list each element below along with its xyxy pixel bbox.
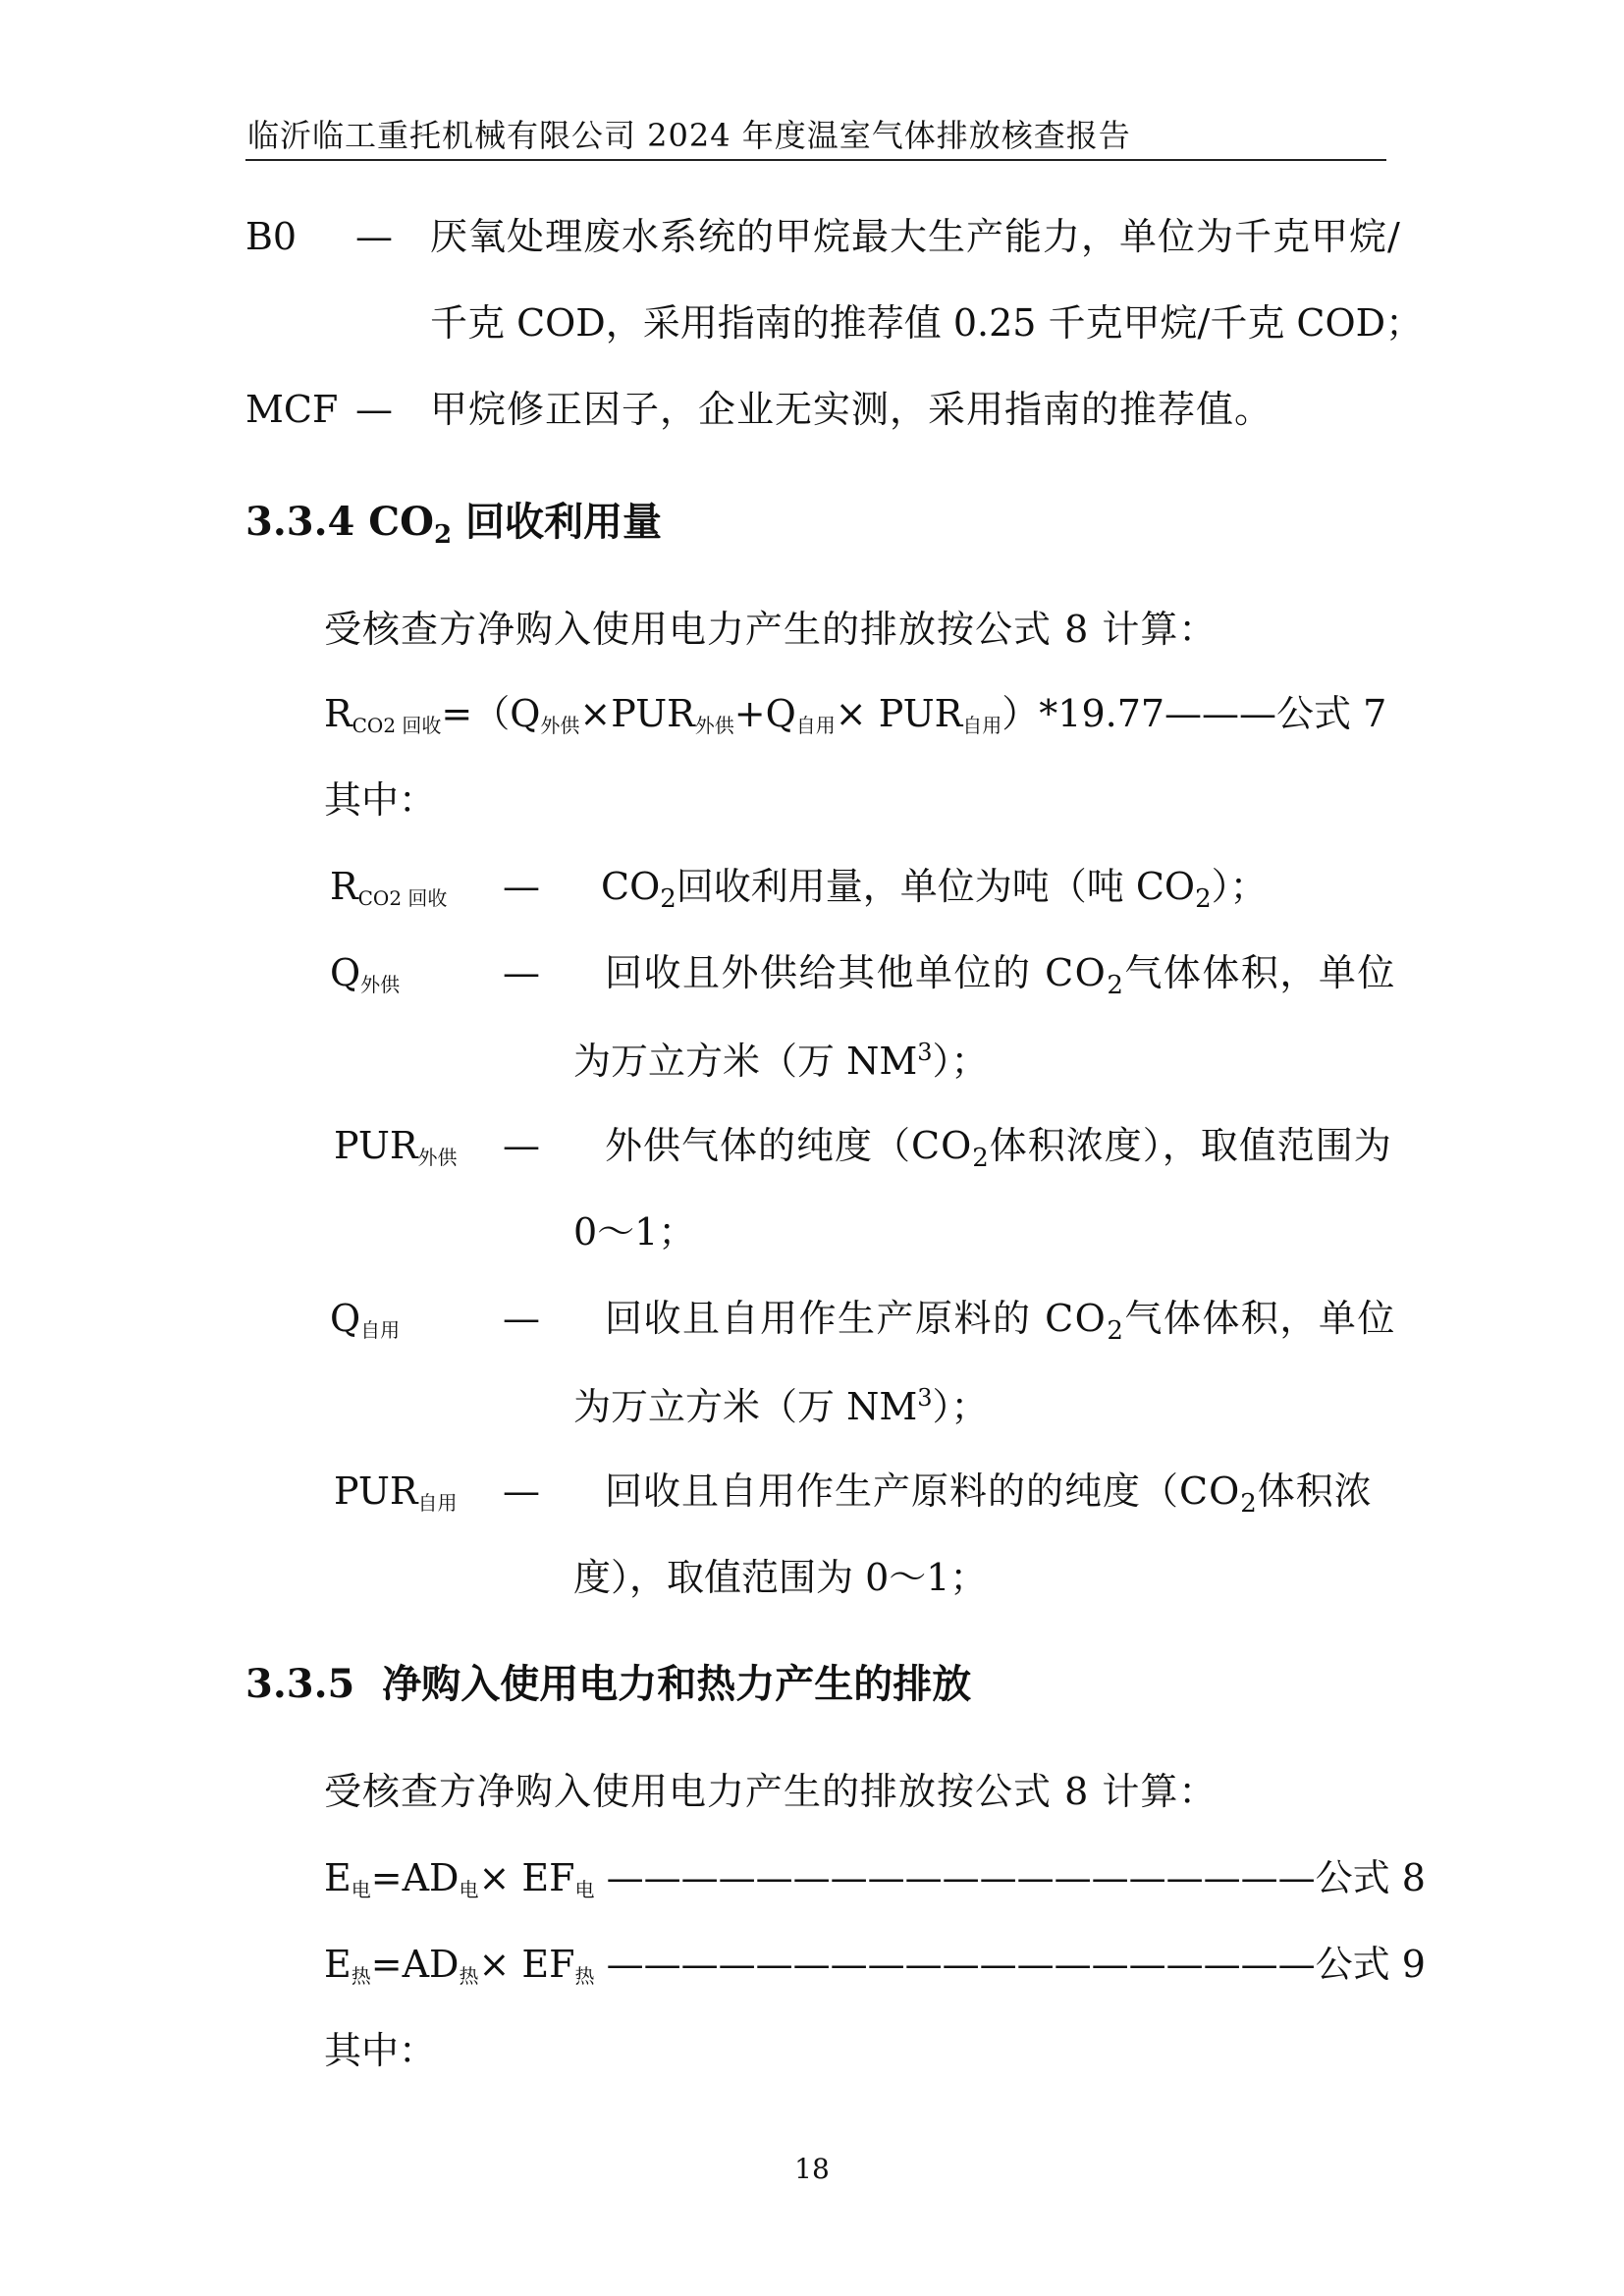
def-q-letter: Q [330, 951, 361, 994]
def-pur-wg-desc1 [605, 1124, 1392, 1173]
def-pur-zy-text: 回收且自用作生产原料的的纯度（CO [605, 1469, 1241, 1513]
def-pur-wg-text: 外供气体的纯度（CO [605, 1124, 973, 1167]
def-q-wg-two: 2 [1107, 971, 1125, 1000]
def-q-zy-text2: 气体体积，单位 [1124, 1297, 1396, 1340]
def-r-dash: — [503, 865, 540, 908]
def-q-zy-sup: 3 [917, 1384, 933, 1412]
def-q-zy-unit: 为万立方米（万 NM [573, 1385, 918, 1428]
mcf-description: 甲烷修正因子，企业无实测，采用指南的推荐值。 [430, 388, 1273, 431]
header-rule [245, 159, 1386, 161]
def-pur-zy-two: 2 [1240, 1489, 1258, 1519]
def-q-zy-desc1 [605, 1297, 1396, 1346]
def-r-symbol [330, 865, 448, 910]
def-q-wg-desc1 [605, 951, 1396, 1000]
f8-ef: × EF [478, 1856, 575, 1899]
f9-sub2: 热 [459, 1964, 479, 1988]
section-heading-3-3-4 [245, 499, 663, 550]
formula-sub-wg2: 外供 [694, 714, 734, 737]
def-pur-wg-dash: — [503, 1124, 540, 1167]
formula-sub-zy1: 自用 [795, 714, 836, 737]
def-pur-zy-desc2: 度），取值范围为 0～1； [573, 1556, 988, 1599]
formula-r-sub: CO2 回收 [352, 714, 442, 737]
page-number: 18 [794, 2153, 830, 2185]
section-title: 净购入使用电力和热力产生的排放 [382, 1661, 972, 1707]
def-q-wg-desc2 [573, 1039, 989, 1083]
qizhong-label-3-3-5: 其中： [324, 2029, 437, 2072]
def-q-wg-end: ）； [932, 1040, 989, 1083]
def-q-wg-text2: 气体体积，单位 [1124, 951, 1396, 994]
f8-ad: =AD [370, 1856, 460, 1899]
def-r-letter: R [330, 865, 358, 908]
f8-sub2: 电 [459, 1878, 479, 1901]
def-pur-zy-symbol [334, 1469, 458, 1515]
def-q-zy-desc2 [573, 1384, 989, 1428]
def-q-wg-sub: 外供 [360, 973, 401, 996]
def-q-wg-dash: — [503, 951, 540, 994]
formula-8 [324, 1856, 1426, 1901]
formula-9 [324, 1943, 1426, 1988]
def-q-zy-symbol [330, 1297, 401, 1342]
b0-description-line1: 厌氧处理废水系统的甲烷最大生产能力，单位为千克甲烷/ [430, 215, 1401, 258]
def-pur-zy-text2: 体积浓 [1257, 1469, 1373, 1513]
report-header: 临沂临工重托机械有限公司 2024 年度温室气体排放核查报告 [247, 117, 1131, 154]
def-pur-wg-sub: 外供 [417, 1146, 458, 1169]
def-q-zy-dash: — [503, 1297, 540, 1340]
def-r-two: 2 [660, 884, 677, 914]
formula-x1: ×PUR [579, 692, 695, 735]
def-r-co: CO [601, 865, 661, 908]
section-number: 3.3.5 [245, 1661, 355, 1707]
def-r-desc [601, 865, 1268, 914]
def-pur-wg-symbol [334, 1124, 458, 1169]
f8-sub1: 电 [351, 1878, 371, 1901]
formula-tail: ）*19.77———公式 7 [1001, 692, 1387, 735]
def-r-end: ）； [1211, 865, 1268, 908]
formula-sub-zy2: 自用 [962, 714, 1002, 737]
f9-sub3: 热 [574, 1964, 595, 1988]
def-q-wg-sup: 3 [917, 1039, 933, 1066]
f9-tail: ———————————————————公式 9 [606, 1943, 1426, 1986]
section-heading-3-3-5 [245, 1661, 972, 1707]
def-q-zy-sub: 自用 [360, 1318, 401, 1342]
f9-ad: =AD [370, 1943, 460, 1986]
def-q-zy-letter: Q [330, 1297, 361, 1340]
formula-plus: +Q [733, 692, 796, 735]
def-pur-zy-dash: — [503, 1469, 540, 1513]
def-pur-wg-desc2: 0～1； [573, 1210, 696, 1254]
formula-sub-wg1: 外供 [540, 714, 580, 737]
b0-description-line2: 千克 COD，采用指南的推荐值 0.25 千克甲烷/千克 COD； [430, 301, 1424, 345]
subscript-2: 2 [433, 520, 453, 550]
def-pur-letters: PUR [334, 1124, 418, 1167]
co-text: CO [368, 499, 434, 545]
section-number: 3.3.4 [245, 499, 355, 545]
formula-eq: =（Q [441, 692, 541, 735]
def-q-wg-text: 回收且外供给其他单位的 CO [605, 951, 1108, 994]
def-q-zy-end: ）； [932, 1385, 989, 1428]
f9-sub1: 热 [351, 1964, 371, 1988]
def-r-text: 回收利用量，单位为吨（吨 CO [676, 865, 1196, 908]
f9-e: E [324, 1943, 352, 1986]
def-r-two-b: 2 [1195, 884, 1212, 914]
b0-symbol: B0 [245, 215, 298, 258]
mcf-dash: — [355, 388, 393, 431]
section-title: 回收利用量 [465, 499, 663, 545]
b0-dash: — [355, 215, 393, 258]
qizhong-label: 其中： [324, 778, 437, 822]
f8-sub3: 电 [574, 1878, 595, 1901]
mcf-symbol: MCF [245, 388, 339, 431]
f8-e: E [324, 1856, 352, 1899]
def-r-sub: CO2 回收 [357, 886, 448, 910]
formula-x2: × PUR [835, 692, 963, 735]
def-pur-zy-sub: 自用 [417, 1491, 458, 1515]
def-q-wg-symbol [330, 951, 401, 996]
formula-r: R [324, 692, 352, 735]
f9-ef: × EF [478, 1943, 575, 1986]
section-intro-3-3-5: 受核查方净购入使用电力产生的排放按公式 8 计算： [324, 1770, 1218, 1813]
def-pur-zy-desc1 [605, 1469, 1373, 1519]
def-q-zy-two: 2 [1107, 1316, 1125, 1346]
def-pur-wg-text2: 体积浓度），取值范围为 [989, 1124, 1392, 1167]
def-pur-wg-two: 2 [972, 1144, 990, 1173]
section-intro: 受核查方净购入使用电力产生的排放按公式 8 计算： [324, 608, 1218, 651]
def-q-wg-unit: 为万立方米（万 NM [573, 1040, 918, 1083]
def-pur-zy-letters: PUR [334, 1469, 418, 1513]
f8-tail: ———————————————————公式 8 [606, 1856, 1426, 1899]
formula-7 [324, 692, 1387, 737]
def-q-zy-text: 回收且自用作生产原料的 CO [605, 1297, 1108, 1340]
